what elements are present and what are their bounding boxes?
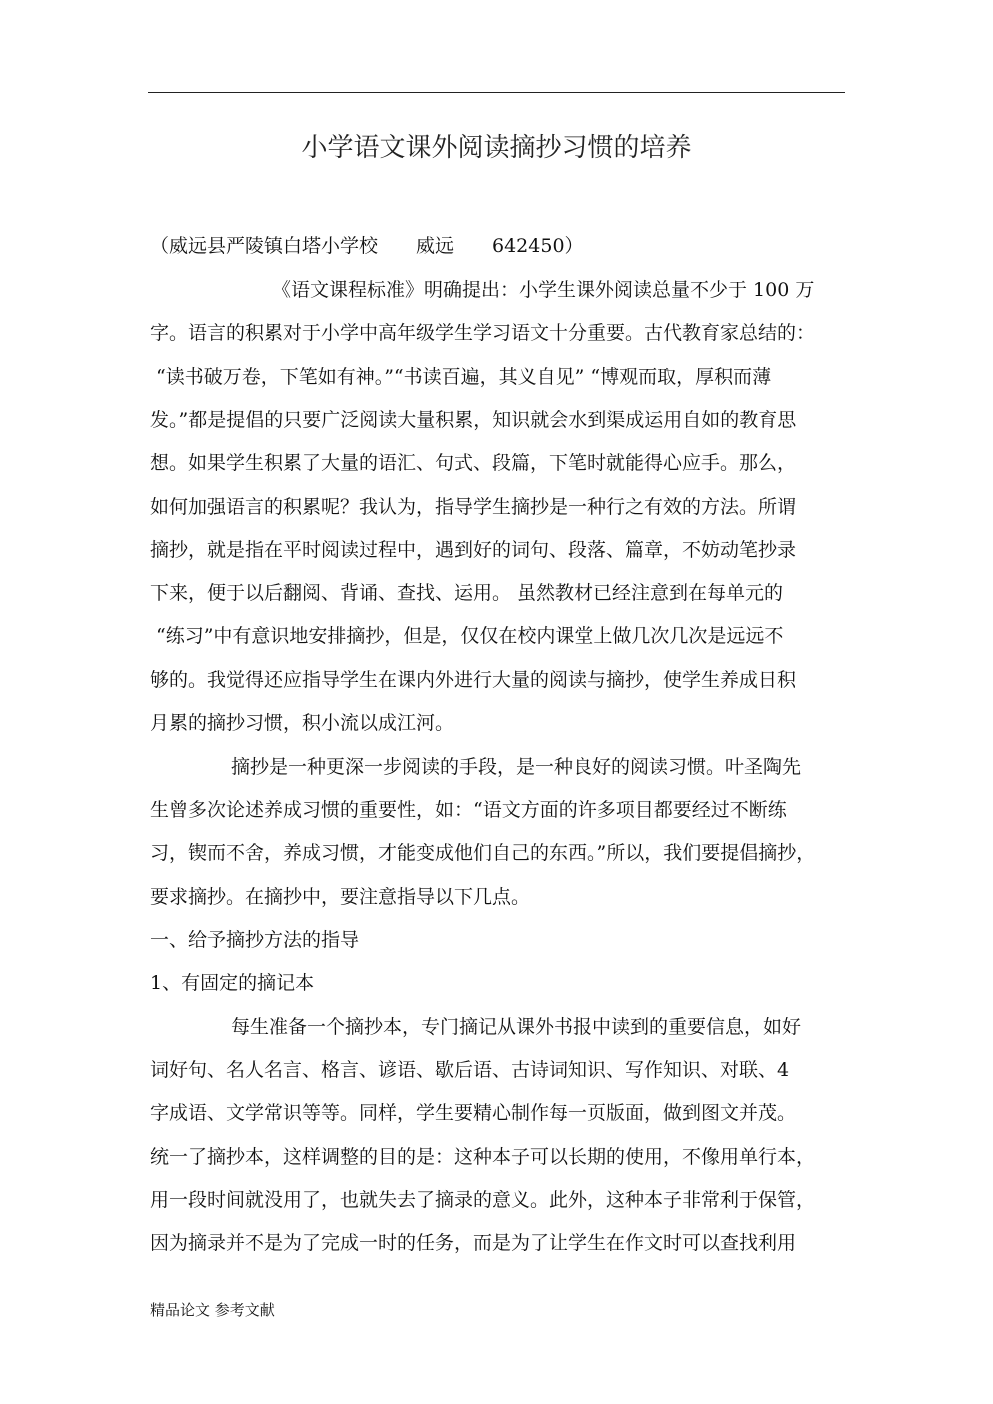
paragraph-line: 月累的摘抄习惯，积小流以成江河。: [150, 712, 455, 734]
affiliation-line: （威远县严陵镇白塔小学校 威远 642450）: [150, 235, 584, 257]
paragraph-line: 生曾多次论述养成习惯的重要性，如：“语文方面的许多项目都要经过不断练: [150, 799, 787, 821]
section-heading: 一、给予摘抄方法的指导: [150, 929, 360, 951]
subsection-heading: 1、有固定的摘记本: [150, 972, 315, 994]
paragraph-line: 《语文课程标准》明确提出：小学生课外阅读总量不少于 100 万: [272, 279, 815, 301]
paragraph-line: 词好句、名人名言、格言、谚语、歇后语、古诗词知识、写作知识、对联、4: [150, 1059, 790, 1081]
paragraph-line: “读书破万卷，下笔如有神。”“书读百遍，其义自见” “博观而取，厚积而薄: [156, 366, 772, 388]
paragraph-line: 因为摘录并不是为了完成一时的任务，而是为了让学生在作文时可以查找利用: [150, 1232, 797, 1254]
paragraph-line: 用一段时间就没用了，也就失去了摘录的意义。此外，这种本子非常利于保管，: [150, 1189, 816, 1211]
paragraph-line: 如何加强语言的积累呢？我认为，指导学生摘抄是一种行之有效的方法。所谓: [150, 496, 797, 518]
paragraph-line: 发。”都是提倡的只要广泛阅读大量积累，知识就会水到渠成运用自如的教育思: [150, 409, 797, 431]
paragraph-line: 习，锲而不舍，养成习惯，才能变成他们自己的东西。”所以，我们要提倡摘抄，: [150, 842, 816, 864]
paragraph-line: 摘抄，就是指在平时阅读过程中，遇到好的词句、段落、篇章，不妨动笔抄录: [150, 539, 797, 561]
page-title: 小学语文课外阅读摘抄习惯的培养: [301, 133, 692, 163]
paragraph-line: 字。语言的积累对于小学中高年级学生学习语文十分重要。古代教育家总结的：: [150, 322, 816, 344]
paragraph-line: 要求摘抄。在摘抄中，要注意指导以下几点。: [150, 886, 531, 908]
paragraph-line: 下来，便于以后翻阅、背诵、查找、运用。 虽然教材已经注意到在每单元的: [150, 582, 784, 604]
paragraph-line: 字成语、文学常识等等。同样，学生要精心制作每一页版面，做到图文并茂。: [150, 1102, 797, 1124]
paragraph-line: 够的。我觉得还应指导学生在课内外进行大量的阅读与摘抄，使学生养成日积: [150, 669, 797, 691]
header-rule: [148, 92, 845, 93]
paragraph-line: “练习”中有意识地安排摘抄，但是，仅仅在校内课堂上做几次几次是远远不: [156, 625, 784, 647]
paragraph-line: 统一了摘抄本，这样调整的目的是：这种本子可以长期的使用，不像用单行本，: [150, 1146, 816, 1168]
paragraph-line: 想。如果学生积累了大量的语汇、句式、段篇，下笔时就能得心应手。那么，: [150, 452, 797, 474]
page-footer: 精品论文 参考文献: [150, 1301, 275, 1319]
paragraph-line: 摘抄是一种更深一步阅读的手段，是一种良好的阅读习惯。叶圣陶先: [231, 756, 802, 778]
paragraph-line: 每生准备一个摘抄本，专门摘记从课外书报中读到的重要信息，如好: [231, 1016, 802, 1038]
